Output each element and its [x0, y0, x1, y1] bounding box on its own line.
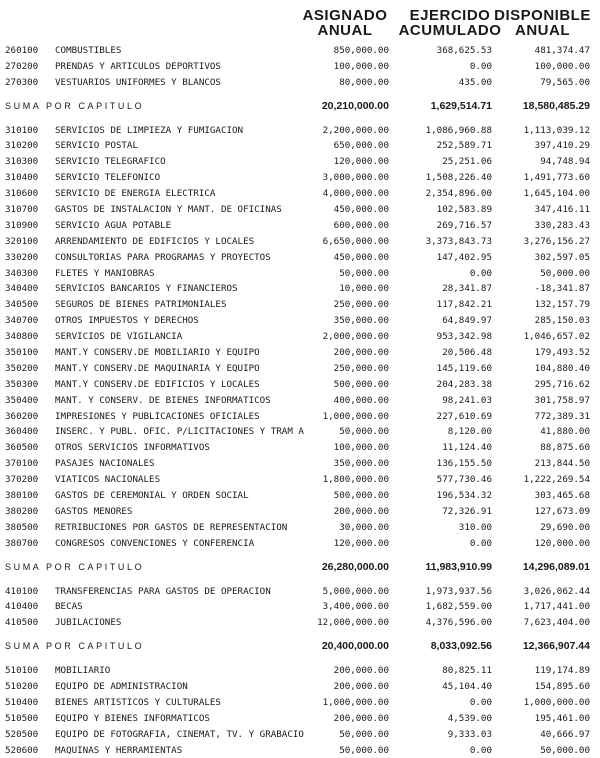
ejercido-value: 269,716.57 [436, 219, 492, 231]
disponible-value: 12,366,907.44 [522, 640, 590, 653]
account-name: IMPRESIONES Y PUBLICACIONES OFICIALES [55, 410, 260, 422]
account-code: 510400 [5, 696, 39, 708]
ejercido-value: 953,342.98 [436, 331, 492, 343]
disponible-value: 132,157.79 [534, 299, 590, 311]
table-row [0, 234, 600, 250]
asignado-value: 1,800,000.00 [322, 474, 389, 486]
account-name: CONGRESOS CONVENCIONES Y CONFERENCIA [55, 537, 255, 549]
asignado-value: 450,000.00 [333, 204, 389, 216]
table-row [0, 695, 600, 711]
account-code: 360500 [5, 442, 39, 454]
ejercido-value: 1,629,514.71 [430, 99, 492, 112]
sum-row [0, 639, 600, 655]
disponible-value: 40,666.97 [540, 728, 590, 740]
budget-table [0, 43, 600, 758]
account-name: EQUIPO Y BIENES INFORMATICOS [55, 712, 210, 724]
disponible-value: 3,276,156.27 [523, 235, 590, 247]
sum-row [0, 99, 600, 115]
account-name: SERVICIOS DE VIGILANCIA [55, 331, 183, 343]
account-name: SERVICIOS DE LIMPIEZA Y FUMIGACION [55, 124, 244, 136]
disponible-value: 213,844.50 [534, 458, 590, 470]
table-row [0, 281, 600, 297]
table-row [0, 536, 600, 552]
account-name: VESTUARIOS UNIFORMES Y BLANCOS [55, 76, 221, 88]
account-code: 350300 [5, 378, 39, 390]
header-ejercido-line2: ACUMULADO [398, 22, 502, 39]
table-row [0, 727, 600, 743]
ejercido-value: 11,983,910.99 [425, 560, 492, 573]
disponible-value: 50,000.00 [540, 744, 590, 756]
ejercido-value: 98,241.03 [442, 394, 492, 406]
asignado-value: 1,000,000.00 [322, 410, 389, 422]
account-name: SERVICIO POSTAL [55, 140, 138, 152]
table-row [0, 599, 600, 615]
account-code: 340700 [5, 315, 39, 327]
ejercido-value: 1,086,960.88 [425, 124, 492, 136]
disponible-value: 772,389.31 [534, 410, 590, 422]
account-code: 410100 [5, 585, 39, 597]
ejercido-value: 0.00 [469, 60, 492, 72]
header-asignado [290, 8, 400, 38]
table-row [0, 75, 600, 91]
asignado-value: 12,000,000.00 [317, 617, 389, 629]
account-code: 340800 [5, 331, 39, 343]
asignado-value: 50,000.00 [339, 728, 389, 740]
table-row [0, 218, 600, 234]
account-code: 520600 [5, 744, 39, 756]
account-code: 350400 [5, 394, 39, 406]
table-row [0, 743, 600, 758]
spacer [0, 552, 600, 560]
table-row [0, 520, 600, 536]
table-row [0, 472, 600, 488]
account-name: BECAS [55, 601, 83, 613]
asignado-value: 50,000.00 [339, 267, 389, 279]
sum-row [0, 560, 600, 576]
ejercido-value: 117,842.21 [436, 299, 492, 311]
account-code: 310300 [5, 156, 39, 168]
header-disponible [485, 8, 600, 38]
ejercido-value: 368,625.53 [436, 45, 492, 56]
table-row [0, 440, 600, 456]
asignado-value: 120,000.00 [333, 537, 389, 549]
ejercido-value: 45,104.40 [442, 680, 492, 692]
disponible-value: 18,580,485.29 [522, 99, 590, 112]
table-row [0, 313, 600, 329]
ejercido-value: 0.00 [469, 537, 492, 549]
table-row [0, 377, 600, 393]
table-row [0, 615, 600, 631]
ejercido-value: 64,849.97 [442, 315, 492, 327]
sum-label: SUMA POR CAPITULO [5, 641, 145, 652]
account-code: 380200 [5, 505, 39, 517]
ejercido-value: 2,354,896.00 [425, 188, 492, 200]
account-name: MANT.Y CONSERV.DE MAQUINARIA Y EQUIPO [55, 362, 260, 374]
account-code: 510100 [5, 665, 39, 677]
disponible-value: 119,174.89 [534, 665, 590, 677]
account-name: PASAJES NACIONALES [55, 458, 155, 470]
asignado-value: 26,280,000.00 [321, 560, 389, 573]
account-name: GASTOS MENORES [55, 505, 133, 517]
account-code: 260100 [5, 45, 39, 56]
table-row [0, 329, 600, 345]
asignado-value: 250,000.00 [333, 299, 389, 311]
account-name: TRANSFERENCIAS PARA GASTOS DE OPERACION [55, 585, 271, 597]
sum-label: SUMA POR CAPITULO [5, 561, 145, 572]
ejercido-value: 4,539.00 [447, 712, 492, 724]
ejercido-value: 145,119.60 [436, 362, 492, 374]
header-disponible-line1: DISPONIBLE [494, 7, 591, 24]
account-name: EQUIPO DE ADMINISTRACION [55, 680, 188, 692]
table-row [0, 488, 600, 504]
account-name: MANT.Y CONSERV.DE MOBILIARIO Y EQUIPO [55, 347, 260, 359]
ejercido-value: 102,583.89 [436, 204, 492, 216]
ejercido-value: 0.00 [469, 267, 492, 279]
ejercido-value: 80,825.11 [442, 665, 492, 677]
disponible-value: 94,748.94 [540, 156, 590, 168]
disponible-value: 195,461.00 [534, 712, 590, 724]
ejercido-value: 8,033,092.56 [430, 640, 492, 653]
asignado-value: 2,000,000.00 [322, 331, 389, 343]
account-name: VIATICOS NACIONALES [55, 474, 161, 486]
table-row [0, 297, 600, 313]
ejercido-value: 20,506.48 [442, 347, 492, 359]
disponible-value: 1,491,773.60 [523, 172, 590, 184]
ejercido-value: 0.00 [469, 744, 492, 756]
disponible-value: 285,150.03 [534, 315, 590, 327]
header-asignado-line1: ASIGNADO [302, 7, 388, 24]
disponible-value: 7,623,404.00 [523, 617, 590, 629]
disponible-value: 1,645,104.00 [523, 188, 590, 200]
disponible-value: 302,597.05 [534, 251, 590, 263]
asignado-value: 5,000,000.00 [322, 585, 389, 597]
disponible-value: -18,341.87 [534, 283, 590, 295]
asignado-value: 200,000.00 [333, 505, 389, 517]
disponible-value: 14,296,089.01 [522, 560, 590, 573]
ejercido-value: 204,283.38 [436, 378, 492, 390]
account-code: 410500 [5, 617, 39, 629]
account-name: CONSULTORIAS PARA PROGRAMAS Y PROYECTOS [55, 251, 271, 263]
asignado-value: 100,000.00 [333, 442, 389, 454]
account-name: MANT.Y CONSERV.DE EDIFICIOS Y LOCALES [55, 378, 260, 390]
header-ejercido-line1: EJERCIDO [409, 7, 491, 24]
account-code: 270200 [5, 60, 39, 72]
asignado-value: 10,000.00 [339, 283, 389, 295]
account-name: INSERC. Y PUBL. OFIC. P/LICITACIONES Y TRAM A [55, 426, 304, 438]
header-asignado-line2: ANUAL [317, 22, 373, 39]
account-name: JUBILACIONES [55, 617, 122, 629]
disponible-value: 1,000,000.00 [523, 696, 590, 708]
disponible-value: 120,000.00 [534, 537, 590, 549]
ejercido-value: 1,682,559.00 [425, 601, 492, 613]
ejercido-value: 4,376,596.00 [425, 617, 492, 629]
header-disponible-line2: ANUAL [515, 22, 570, 39]
ejercido-value: 577,730.46 [436, 474, 492, 486]
spacer [0, 576, 600, 584]
account-code: 310100 [5, 124, 39, 136]
asignado-value: 600,000.00 [333, 219, 389, 231]
table-row [0, 424, 600, 440]
disponible-value: 347,416.11 [534, 204, 590, 216]
table-row [0, 202, 600, 218]
disponible-value: 41,880.00 [540, 426, 590, 438]
table-row [0, 361, 600, 377]
disponible-value: 88,875.60 [540, 442, 590, 454]
disponible-value: 1,113,039.12 [523, 124, 590, 136]
asignado-value: 350,000.00 [333, 458, 389, 470]
asignado-value: 500,000.00 [333, 378, 389, 390]
sum-label: SUMA POR CAPITULO [5, 100, 145, 111]
disponible-value: 50,000.00 [540, 267, 590, 279]
account-name: PRENDAS Y ARTICULOS DEPORTIVOS [55, 60, 221, 72]
asignado-value: 350,000.00 [333, 315, 389, 327]
table-row [0, 154, 600, 170]
spacer [0, 631, 600, 639]
account-name: SERVICIO TELEGRAFICO [55, 156, 166, 168]
asignado-value: 200,000.00 [333, 347, 389, 359]
asignado-value: 200,000.00 [333, 712, 389, 724]
asignado-value: 400,000.00 [333, 394, 389, 406]
account-code: 310700 [5, 204, 39, 216]
disponible-value: 79,565.00 [540, 76, 590, 88]
account-name: MANT. Y CONSERV. DE BIENES INFORMATICOS [55, 394, 271, 406]
disponible-value: 295,716.62 [534, 378, 590, 390]
ejercido-value: 9,333.03 [447, 728, 492, 740]
disponible-value: 1,222,269.54 [523, 474, 590, 486]
account-name: OTROS IMPUESTOS Y DERECHOS [55, 315, 199, 327]
account-name: RETRIBUCIONES POR GASTOS DE REPRESENTACION [55, 521, 288, 533]
account-code: 380100 [5, 490, 39, 502]
table-row [0, 504, 600, 520]
account-name: EQUIPO DE FOTOGRAFIA, CINEMAT, TV. Y GRABACIO [55, 728, 304, 740]
account-code: 410400 [5, 601, 39, 613]
asignado-value: 2,200,000.00 [322, 124, 389, 136]
account-code: 320100 [5, 235, 39, 247]
ejercido-value: 8,120.00 [447, 426, 492, 438]
ejercido-value: 3,373,843.73 [425, 235, 492, 247]
spacer [0, 91, 600, 99]
table-row [0, 250, 600, 266]
spacer [0, 115, 600, 123]
disponible-value: 104,880.40 [534, 362, 590, 374]
table-row [0, 679, 600, 695]
disponible-value: 397,410.29 [534, 140, 590, 152]
asignado-value: 3,400,000.00 [322, 601, 389, 613]
disponible-value: 330,283.43 [534, 219, 590, 231]
account-code: 370100 [5, 458, 39, 470]
account-code: 370200 [5, 474, 39, 486]
spacer [0, 655, 600, 663]
ejercido-value: 72,326.91 [442, 505, 492, 517]
account-code: 310400 [5, 172, 39, 184]
asignado-value: 500,000.00 [333, 490, 389, 502]
table-row [0, 59, 600, 75]
table-row [0, 266, 600, 282]
asignado-value: 4,000,000.00 [322, 188, 389, 200]
asignado-value: 100,000.00 [333, 60, 389, 72]
account-name: MAQUINAS Y HERRAMIENTAS [55, 744, 183, 756]
account-code: 270300 [5, 76, 39, 88]
table-row [0, 186, 600, 202]
asignado-value: 200,000.00 [333, 665, 389, 677]
disponible-value: 1,046,657.02 [523, 331, 590, 343]
disponible-value: 301,758.97 [534, 394, 590, 406]
asignado-value: 50,000.00 [339, 426, 389, 438]
asignado-value: 50,000.00 [339, 744, 389, 756]
ejercido-value: 1,973,937.56 [425, 585, 492, 597]
table-row [0, 170, 600, 186]
table-row [0, 711, 600, 727]
account-name: SERVICIO DE ENERGIA ELECTRICA [55, 188, 216, 200]
ejercido-value: 435.00 [458, 76, 492, 88]
account-code: 510500 [5, 712, 39, 724]
ejercido-value: 196,534.32 [436, 490, 492, 502]
asignado-value: 6,650,000.00 [322, 235, 389, 247]
asignado-value: 80,000.00 [339, 76, 389, 88]
table-row [0, 393, 600, 409]
account-name: OTROS SERVICIOS INFORMATIVOS [55, 442, 210, 454]
asignado-value: 3,000,000.00 [322, 172, 389, 184]
ejercido-value: 0.00 [469, 696, 492, 708]
asignado-value: 650,000.00 [333, 140, 389, 152]
disponible-value: 100,000.00 [534, 60, 590, 72]
account-code: 520500 [5, 728, 39, 740]
account-code: 350100 [5, 347, 39, 359]
account-name: SEGUROS DE BIENES PATRIMONIALES [55, 299, 227, 311]
ejercido-value: 310.00 [458, 521, 492, 533]
ejercido-value: 11,124.40 [442, 442, 492, 454]
disponible-value: 303,465.68 [534, 490, 590, 502]
asignado-value: 20,400,000.00 [321, 640, 389, 653]
ejercido-value: 25,251.06 [442, 156, 492, 168]
asignado-value: 1,000,000.00 [322, 696, 389, 708]
account-code: 380500 [5, 521, 39, 533]
table-row [0, 345, 600, 361]
account-name: BIENES ARTISTICOS Y CULTURALES [55, 696, 221, 708]
disponible-value: 29,690.00 [540, 521, 590, 533]
account-code: 350200 [5, 362, 39, 374]
asignado-value: 120,000.00 [333, 156, 389, 168]
account-code: 330200 [5, 251, 39, 263]
disponible-value: 1,717,441.00 [523, 601, 590, 613]
table-row [0, 584, 600, 600]
account-name: GASTOS DE INSTALACION Y MANT. DE OFICINAS [55, 204, 282, 216]
ejercido-value: 147,402.95 [436, 251, 492, 263]
account-name: SERVICIO AGUA POTABLE [55, 219, 172, 231]
table-row [0, 663, 600, 679]
disponible-value: 481,374.47 [534, 45, 590, 56]
account-code: 510200 [5, 680, 39, 692]
account-code: 310900 [5, 219, 39, 231]
account-name: FLETES Y MANIOBRAS [55, 267, 155, 279]
asignado-value: 200,000.00 [333, 680, 389, 692]
account-code: 310200 [5, 140, 39, 152]
ejercido-value: 136,155.50 [436, 458, 492, 470]
account-name: COMBUSTIBLES [55, 45, 122, 56]
account-code: 310600 [5, 188, 39, 200]
asignado-value: 20,210,000.00 [321, 99, 389, 112]
asignado-value: 850,000.00 [333, 45, 389, 56]
account-code: 340500 [5, 299, 39, 311]
table-row [0, 409, 600, 425]
ejercido-value: 28,341.87 [442, 283, 492, 295]
account-code: 360400 [5, 426, 39, 438]
disponible-value: 179,493.52 [534, 347, 590, 359]
table-row [0, 456, 600, 472]
account-name: SERVICIO TELEFONICO [55, 172, 161, 184]
table-row [0, 123, 600, 139]
account-name: GASTOS DE CEREMONIAL Y ORDEN SOCIAL [55, 490, 249, 502]
asignado-value: 30,000.00 [339, 521, 389, 533]
table-row [0, 43, 600, 59]
ejercido-value: 252,589.71 [436, 140, 492, 152]
account-code: 380700 [5, 537, 39, 549]
disponible-value: 127,673.09 [534, 505, 590, 517]
account-code: 340400 [5, 283, 39, 295]
asignado-value: 250,000.00 [333, 362, 389, 374]
disponible-value: 154,895.60 [534, 680, 590, 692]
table-row [0, 138, 600, 154]
asignado-value: 450,000.00 [333, 251, 389, 263]
account-code: 360200 [5, 410, 39, 422]
disponible-value: 3,026,062.44 [523, 585, 590, 597]
account-name: MOBILIARIO [55, 665, 111, 677]
ejercido-value: 227,610.69 [436, 410, 492, 422]
account-code: 340300 [5, 267, 39, 279]
account-name: ARRENDAMIENTO DE EDIFICIOS Y LOCALES [55, 235, 255, 247]
account-name: SERVICIOS BANCARIOS Y FINANCIEROS [55, 283, 238, 295]
ejercido-value: 1,508,226.40 [425, 172, 492, 184]
